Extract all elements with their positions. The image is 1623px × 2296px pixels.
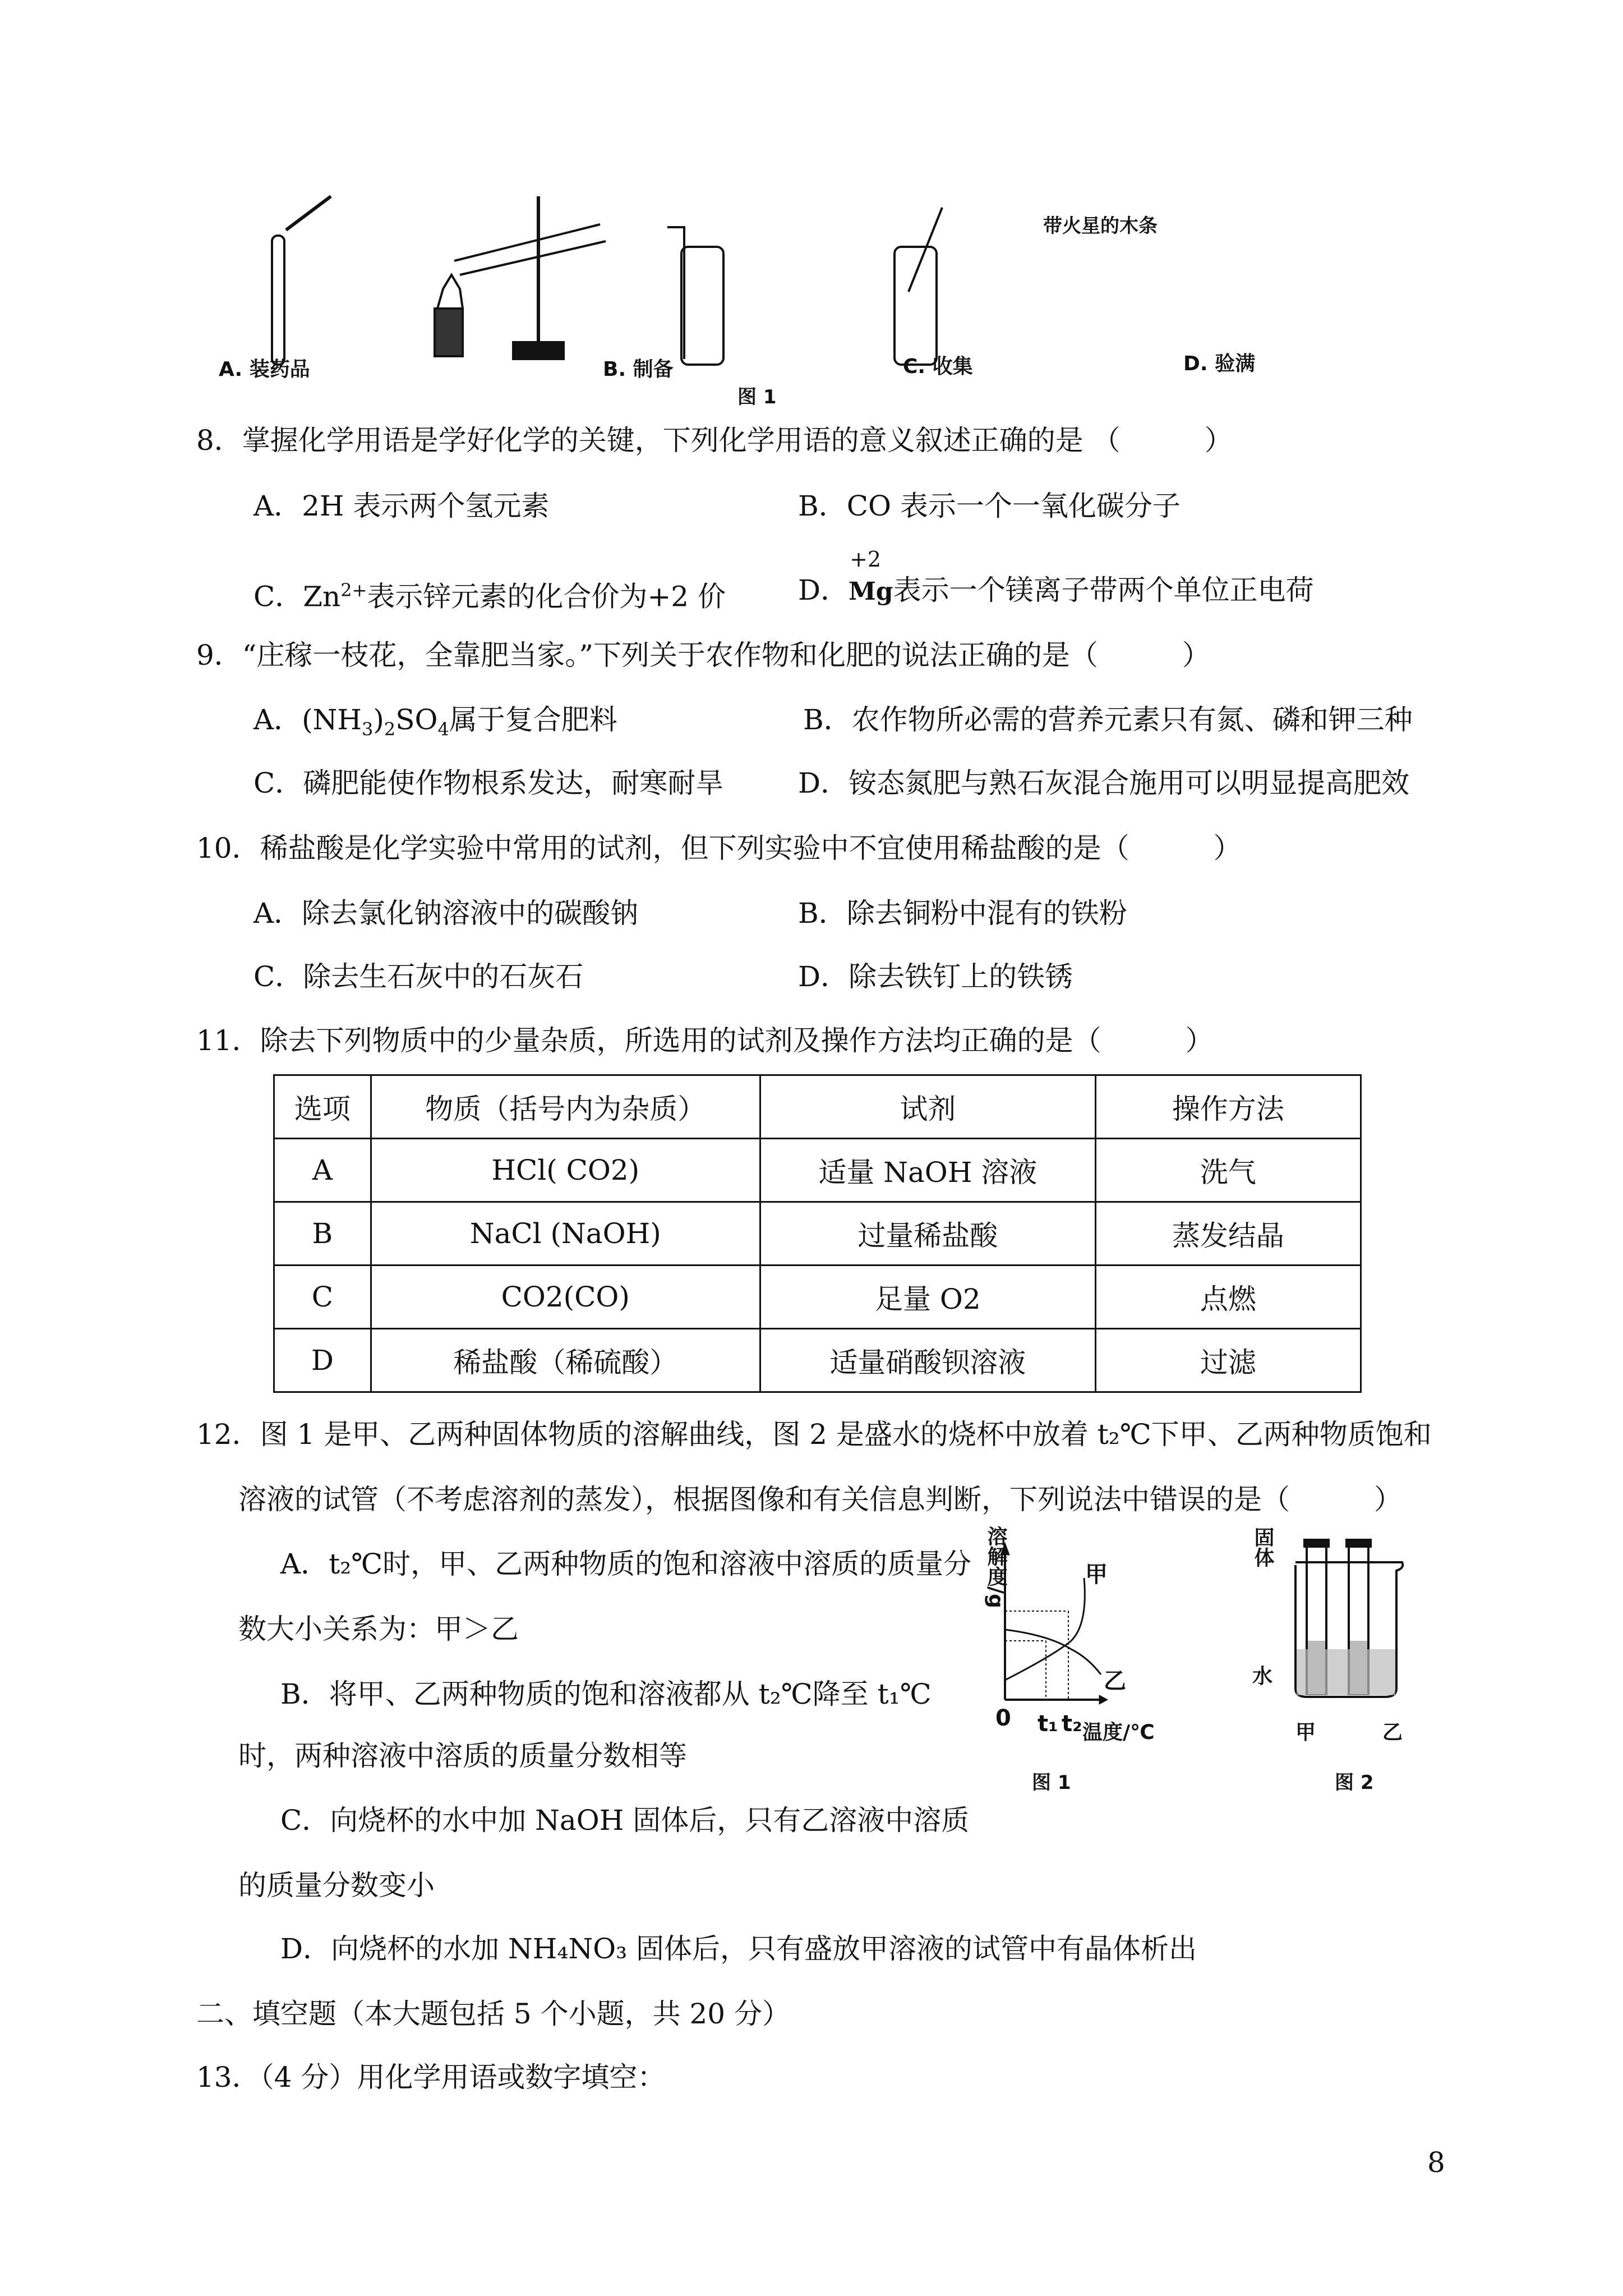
q8-option-a: A．2H 表示两个氢元素 <box>253 490 550 522</box>
q9-option-b: B．农作物所必需的营养元素只有氮、磷和钾三种 <box>803 703 1413 736</box>
graph-origin: 0 <box>995 1705 1011 1731</box>
table-cell: HCl( CO2) <box>371 1139 760 1202</box>
q11-table <box>273 1074 1362 1393</box>
table-cell: 适量硝酸钡溶液 <box>760 1329 1095 1392</box>
q8-option-b: B．CO 表示一个一氧化碳分子 <box>798 490 1181 522</box>
table-cell: 洗气 <box>1095 1139 1361 1202</box>
q12-option-b-line1: B．将甲、乙两种物质的饱和溶液都从 t₂℃降至 t₁℃ <box>280 1678 932 1710</box>
q11-stem: 11．除去下列物质中的少量杂质，所选用的试剂及操作方法均正确的是（ ） <box>196 1024 1214 1057</box>
curve-jia <box>1005 1578 1085 1680</box>
q9-option-a: A．$(NH_3)_2SO_4$属于复合肥料 <box>253 703 617 740</box>
table-cell: 过量稀盐酸 <box>760 1202 1095 1266</box>
q8-option-d: D． +2 Mg表示一个镁离子带两个单位正电荷 <box>798 547 1314 606</box>
q10-stem: 10．稀盐酸是化学实验中常用的试剂，但下列实验中不宜使用稀盐酸的是（ ） <box>196 832 1242 864</box>
q8-stem: 8．掌握化学用语是学好化学的关键，下列化学用语的意义叙述正确的是 （ ） <box>196 424 1233 457</box>
header-cell: 选项 <box>274 1075 371 1139</box>
page-number: 8 <box>1427 2146 1445 2179</box>
apparatus-label-d: D. 验满 <box>1183 352 1256 375</box>
q12-stem-line1: 12．图 1 是甲、乙两种固体物质的溶解曲线，图 2 是盛水的烧杯中放着 t₂℃下甲、乙两种物质饱和 <box>196 1418 1432 1451</box>
q12-option-b-line2: 时，两种溶液中溶质的质量分数相等 <box>238 1740 687 1772</box>
stick-label: 带火星的木条 <box>1043 215 1158 237</box>
table-cell: A <box>274 1139 371 1202</box>
apparatus-label-a: A. 装药品 <box>219 358 310 381</box>
table-cell: 点燃 <box>1095 1266 1361 1329</box>
q12-option-a-line1: A．t₂℃时，甲、乙两种物质的饱和溶液中溶质的质量分 <box>280 1548 972 1580</box>
graph-caption: 图 1 <box>1032 1772 1071 1794</box>
figure-caption: 图 1 <box>737 386 777 408</box>
table-row <box>274 1202 1361 1266</box>
table-cell: 适量 NaOH 溶液 <box>760 1139 1095 1202</box>
section-2-heading: 二、填空题（本大题包括 5 个小题，共 20 分） <box>196 1998 791 2030</box>
apparatus-label-b: B. 制备 <box>603 358 674 381</box>
solubility-graph <box>981 1515 1273 1750</box>
curve-label-jia: 甲 <box>1085 1562 1108 1588</box>
beaker-figure <box>1284 1537 1453 1717</box>
q12-option-c-line1: C．向烧杯的水中加 NaOH 固体后，只有乙溶液中溶质 <box>280 1804 970 1837</box>
header-cell: 操作方法 <box>1095 1075 1361 1139</box>
q13-stem: 13．（4 分）用化学用语或数字填空： <box>196 2061 666 2093</box>
table-cell: 稀盐酸（稀硫酸） <box>371 1329 760 1392</box>
beaker-tube-jia: 甲 <box>1295 1721 1316 1744</box>
header-cell: 试剂 <box>760 1075 1095 1139</box>
header-cell: 物质（括号内为杂质） <box>371 1075 760 1139</box>
table-cell: 过滤 <box>1095 1329 1361 1392</box>
table-cell: 蒸发结晶 <box>1095 1202 1361 1266</box>
graph-t2: t₂ <box>1062 1711 1082 1737</box>
graph-xlabel: 温度/℃ <box>1082 1721 1155 1744</box>
q9-option-c: C．磷肥能使作物根系发达，耐寒耐旱 <box>253 767 724 799</box>
table-cell: D <box>274 1329 371 1392</box>
table-cell: CO2(CO) <box>371 1266 760 1329</box>
q12-option-a-line2: 数大小关系为：甲＞乙 <box>238 1613 519 1645</box>
graph-t1: t₁ <box>1038 1711 1058 1737</box>
q9-option-d: D．铵态氮肥与熟石灰混合施用可以明显提高肥效 <box>798 767 1410 799</box>
table-cell: B <box>274 1202 371 1266</box>
q10-option-d: D．除去铁钉上的铁锈 <box>798 960 1073 993</box>
q9-stem: 9．“庄稼一枝花，全靠肥当家。”下列关于农作物和化肥的说法正确的是（ ） <box>196 639 1210 671</box>
graph-ylabel: 溶解度/g <box>984 1526 1007 1608</box>
q12-option-d: D．向烧杯的水加 NH₄NO₃ 固体后，只有盛放甲溶液的试管中有晶体析出 <box>280 1932 1197 1965</box>
beaker-tube-yi: 乙 <box>1382 1721 1403 1744</box>
q8-option-c: C．$Zn^{2+}$表示锌元素的化合价为+2 价 <box>253 579 726 613</box>
q12-stem-line2: 溶液的试管（不考虑溶剂的蒸发），根据图像和有关信息判断，下列说法中错误的是（ ） <box>238 1483 1402 1516</box>
curve-yi <box>1005 1630 1101 1674</box>
apparatus-figure <box>213 191 1335 376</box>
table-row <box>274 1266 1361 1329</box>
beaker-water-label: 水 <box>1252 1665 1273 1688</box>
q12-option-c-line2: 的质量分数变小 <box>238 1869 435 1902</box>
table-cell: 足量 O2 <box>760 1266 1095 1329</box>
q10-option-c: C．除去生石灰中的石灰石 <box>253 960 584 993</box>
beaker-solid-label: 固体 <box>1251 1527 1274 1567</box>
q10-option-b: B．除去铜粉中混有的铁粉 <box>798 897 1127 930</box>
table-cell: C <box>274 1266 371 1329</box>
beaker-caption: 图 2 <box>1335 1772 1374 1794</box>
apparatus-label-c: C. 收集 <box>903 355 973 378</box>
table-cell: NaCl (NaOH) <box>371 1202 760 1266</box>
table-header-row <box>274 1075 1361 1139</box>
table-row <box>274 1329 1361 1392</box>
curve-label-yi: 乙 <box>1104 1668 1126 1694</box>
table-row <box>274 1139 1361 1202</box>
q10-option-a: A．除去氯化钠溶液中的碳酸钠 <box>253 897 639 930</box>
